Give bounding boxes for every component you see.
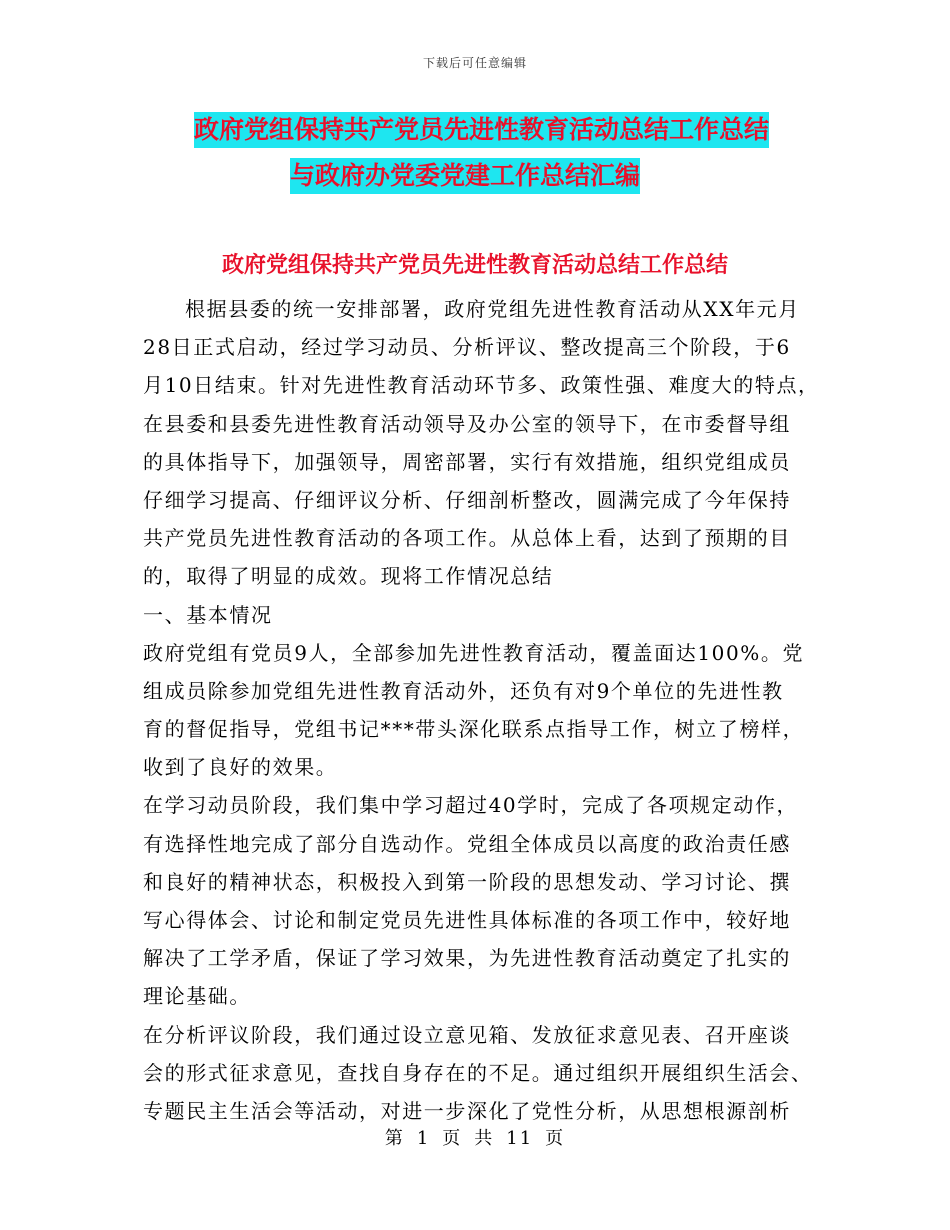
body-line: 和良好的精神状态，积极投入到第一阶段的思想发动、学习讨论、撰 — [143, 869, 791, 894]
title-line-2: 与政府办党委党建工作总结汇编 — [290, 158, 640, 194]
body-line: 解决了工学矛盾，保证了学习效果，为先进性教育活动奠定了扎实的 — [143, 946, 791, 971]
body-line: 写心得体会、讨论和制定党员先进性具体标准的各项工作中，较好地 — [143, 908, 791, 932]
header-note: 下载后可任意编辑 — [422, 56, 527, 70]
body-line: 在县委和县委先进性教育活动领导及办公室的领导下，在市委督导组 — [143, 411, 791, 436]
body-line: 专题民主生活会等活动，对进一步深化了党性分析，从思想根源剖析 — [143, 1098, 791, 1123]
page-unit: 页 — [442, 1128, 463, 1149]
title-line-1: 政府党组保持共产党员先进性教育活动总结工作总结 — [194, 112, 769, 148]
total-label: 共 — [474, 1128, 495, 1149]
body-line: 收到了良好的效果。 — [143, 755, 338, 780]
total-unit: 页 — [545, 1128, 566, 1149]
body-line: 理论基础。 — [143, 984, 251, 1009]
body-line: 28日正式启动，经过学习动员、分析评议、整改提高三个阶段，于6 — [143, 335, 791, 360]
body-line: 有选择性地完成了部分自选动作。党组全体成员以高度的政治责任感 — [143, 831, 791, 856]
section-title: 政府党组保持共产党员先进性教育活动总结工作总结 — [221, 252, 728, 278]
body-line: 在学习动员阶段，我们集中学习超过40学时，完成了各项规定动作， — [143, 793, 799, 818]
total-pages: 11 — [506, 1128, 534, 1149]
body-line: 育的督促指导，党组书记***带头深化联系点指导工作，树立了榜样， — [143, 717, 805, 742]
body-line: 共产党员先进性教育活动的各项工作。从总体上看，达到了预期的目 — [143, 526, 791, 551]
body-line: 仔细学习提高、仔细评议分析、仔细剖析整改，圆满完成了今年保持 — [143, 487, 791, 512]
section-heading: 一、基本情况 — [143, 602, 273, 627]
body-line: 在分析评议阶段，我们通过设立意见箱、发放征求意见表、召开座谈 — [143, 1022, 791, 1047]
page-number: 1 — [416, 1128, 431, 1149]
body-line: 的，取得了明显的成效。现将工作情况总结 — [143, 564, 554, 589]
page-footer — [0, 1124, 950, 1150]
body-line: 根据县委的统一安排部署，政府党组先进性教育活动从XX年元月 — [185, 297, 800, 321]
body-line: 政府党组有党员9人，全部参加先进性教育活动，覆盖面达100%。党 — [143, 640, 805, 665]
body-text — [143, 290, 820, 1130]
body-line: 的具体指导下，加强领导，周密部署，实行有效措施，组织党组成员 — [143, 449, 791, 474]
body-line: 会的形式征求意见，查找自身存在的不足。通过组织开展组织生活会、 — [143, 1060, 813, 1085]
body-line: 月10日结束。针对先进性教育活动环节多、政策性强、难度大的特点， — [143, 373, 820, 398]
body-line: 组成员除参加党组先进性教育活动外，还负有对9个单位的先进性教 — [143, 678, 784, 703]
page-label: 第 — [384, 1128, 405, 1149]
